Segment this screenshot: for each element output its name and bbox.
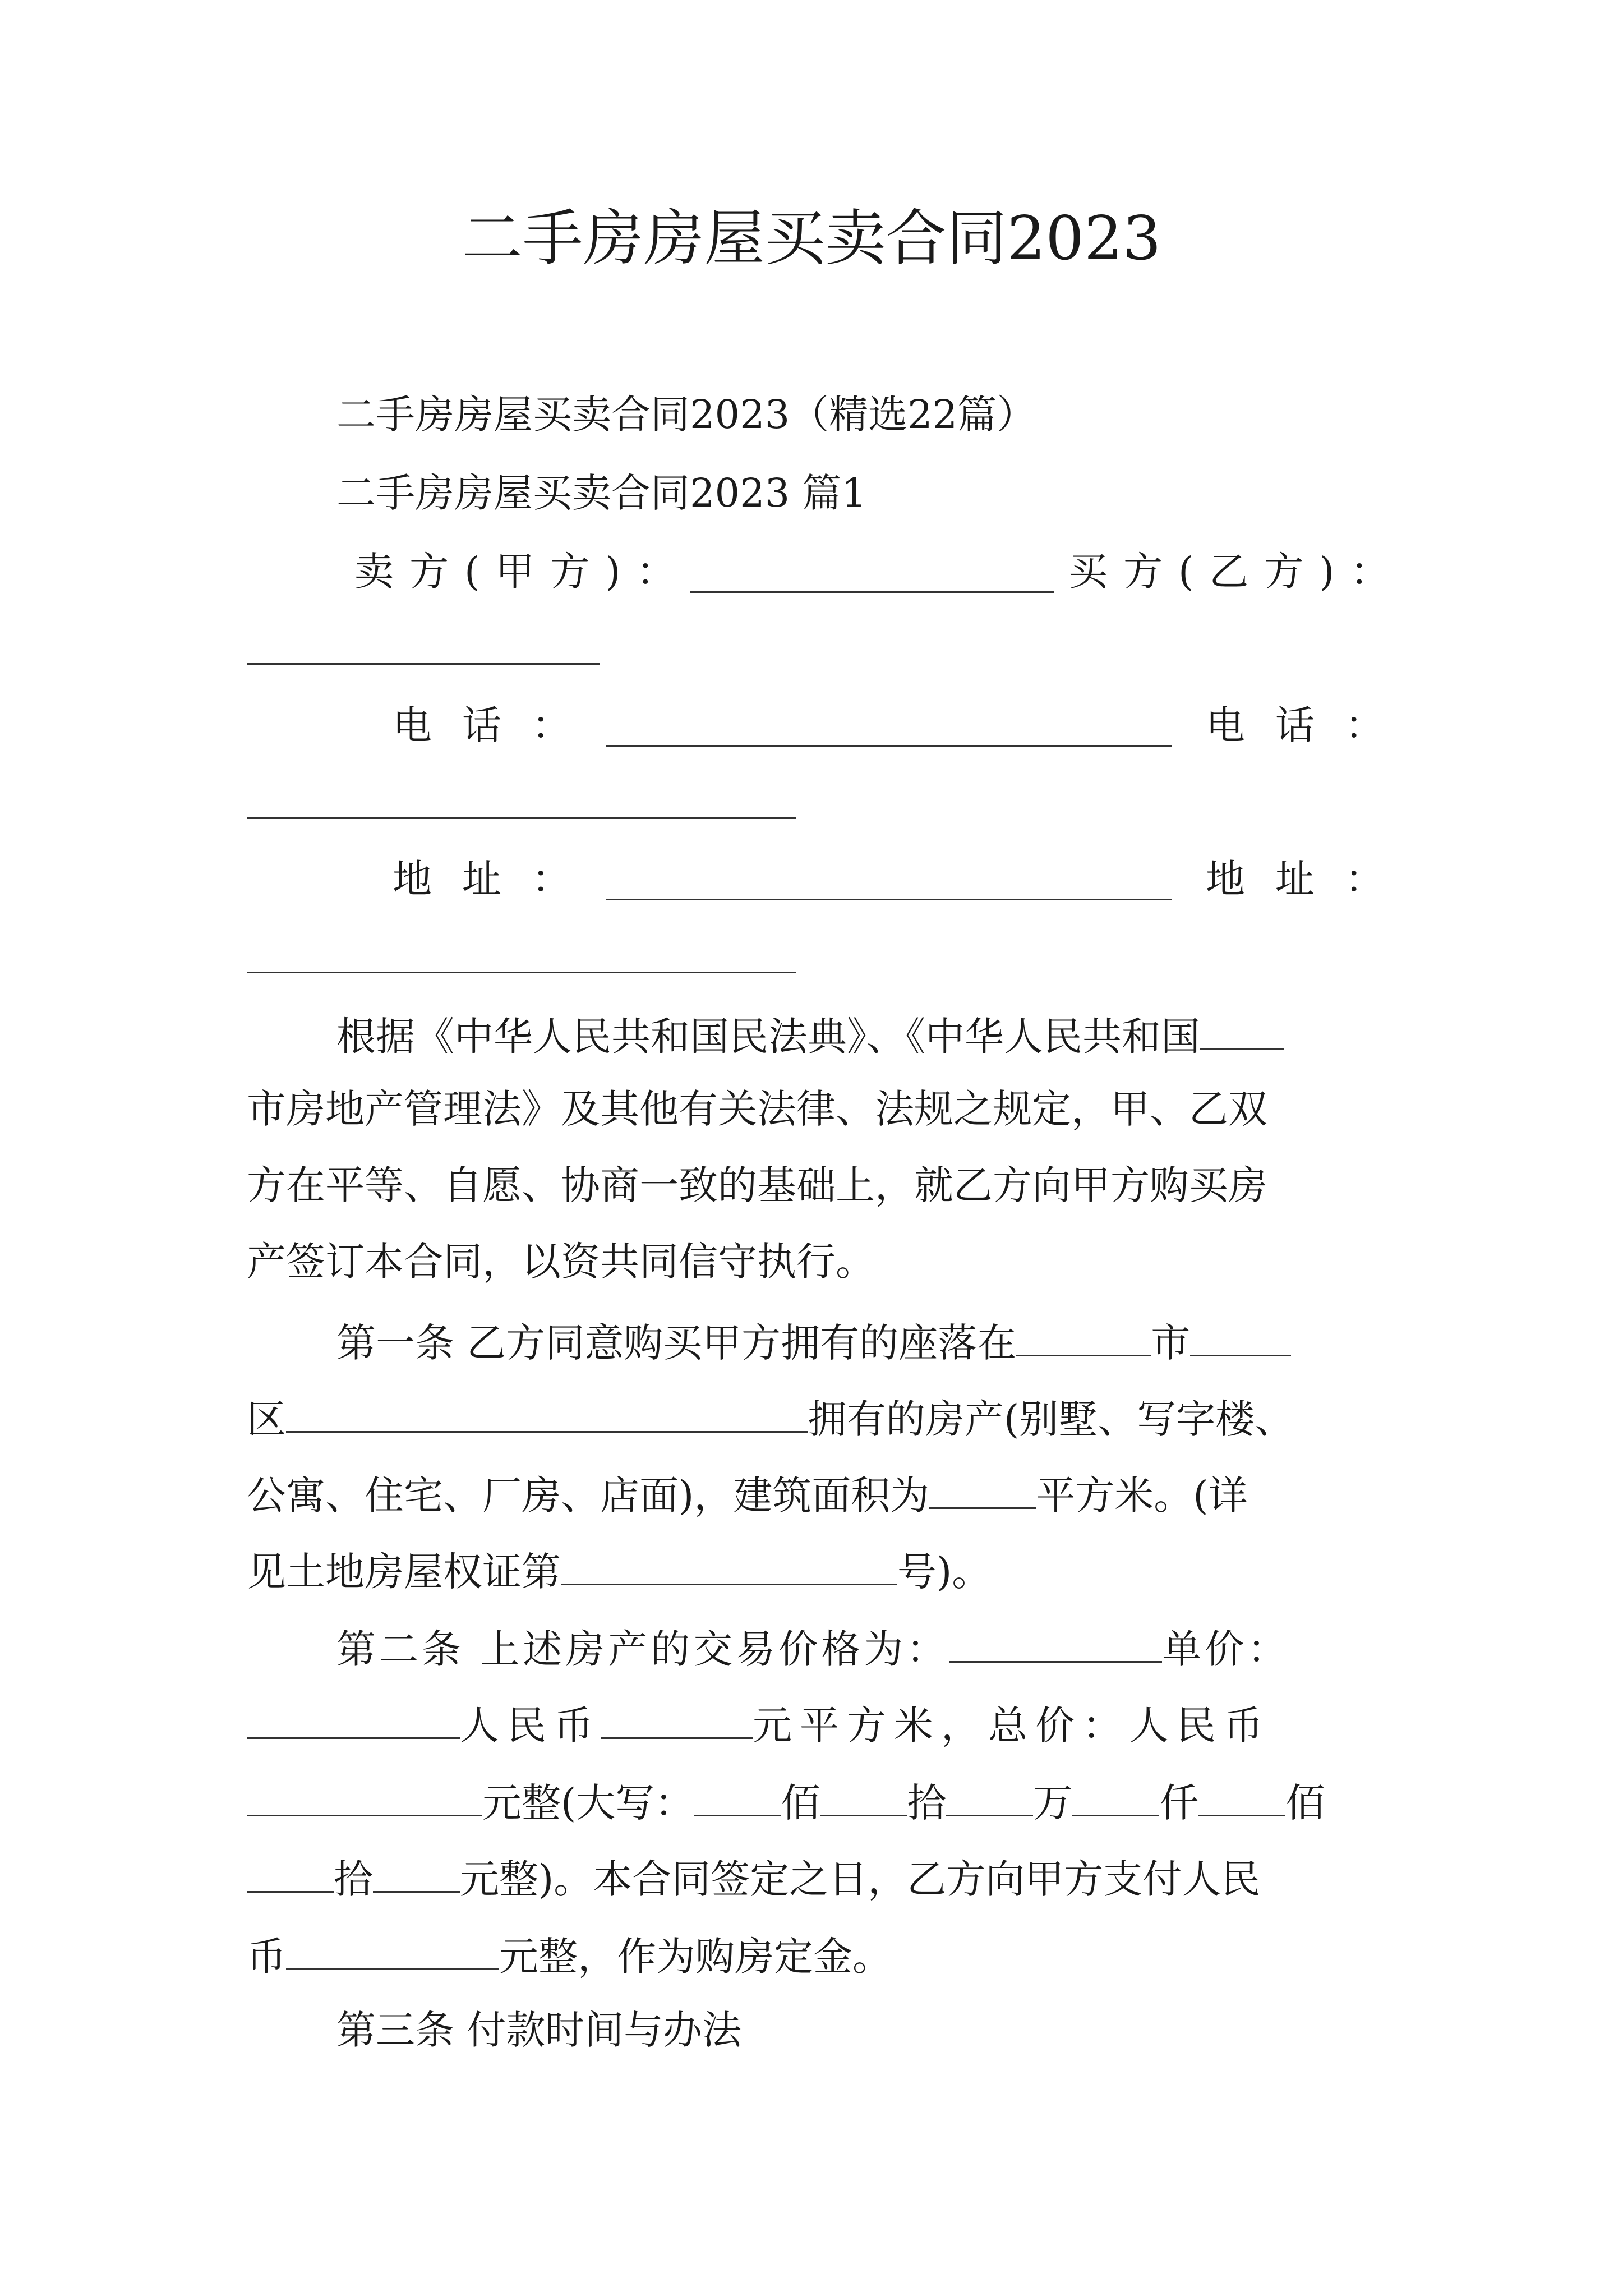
article1-line-1 (336, 1319, 1291, 1366)
article2-text-4: 元平方米，总价：人民币 (753, 1703, 1271, 1749)
article2-text-8: 万 (1033, 1780, 1073, 1826)
chapter-heading: 二手房房屋买卖合同2023 篇1 (336, 470, 866, 516)
buyer-address-blank[interactable] (247, 937, 796, 973)
article1-city: 市 (1151, 1320, 1191, 1366)
preamble-line-1 (336, 1013, 1284, 1060)
ten-thousand-blank[interactable] (946, 1779, 1033, 1816)
hundred-blank[interactable] (1198, 1779, 1285, 1816)
seller-address-label: 地址： (393, 856, 601, 902)
seller-line (354, 549, 691, 595)
ten-million-blank[interactable] (820, 1779, 907, 1816)
yuan-blank[interactable] (373, 1856, 460, 1893)
seller-label: 卖方(甲方)： (354, 549, 691, 595)
article2-text-2: 单价： (1162, 1626, 1290, 1672)
article1-text-6: 号)。 (897, 1549, 992, 1595)
article1-line-3 (247, 1472, 1248, 1519)
city-name-blank[interactable] (1016, 1319, 1151, 1356)
article2-line-1 (336, 1626, 1290, 1672)
document-title: 二手房房屋买卖合同2023 (462, 204, 1161, 274)
seller-phone-blank[interactable] (606, 710, 1172, 747)
buyer-address-line (1206, 856, 1414, 902)
article2-text-13: 币 (247, 1934, 286, 1980)
article2-line-3 (247, 1779, 1325, 1826)
article1-text-4: 平方米。(详 (1036, 1473, 1248, 1519)
article2-text-5: 元整(大写： (482, 1780, 694, 1826)
city-blank[interactable] (1200, 1013, 1284, 1050)
article2-text-14: 元整，作为购房定金。 (499, 1934, 892, 1980)
unit-price-amount-blank[interactable] (601, 1702, 753, 1739)
district-name-blank[interactable] (1190, 1319, 1291, 1356)
deposit-blank[interactable] (286, 1933, 499, 1970)
article2-text-9: 仟 (1159, 1780, 1199, 1826)
article3-heading: 第三条 付款时间与办法 (336, 2007, 742, 2053)
article1-text-3: 公寓、住宅、厂房、店面)，建筑面积为 (247, 1473, 930, 1519)
article2-line-2 (247, 1702, 1271, 1749)
article2-text-6: 佰 (781, 1780, 820, 1826)
article1-line-2 (247, 1396, 1294, 1442)
seller-phone-label: 电话： (393, 702, 601, 748)
document-subtitle: 二手房房屋买卖合同2023（精选22篇） (336, 392, 1036, 438)
buyer-blank[interactable] (247, 628, 600, 665)
article2-line-5 (247, 1933, 892, 1980)
seller-address-blank[interactable] (606, 864, 1172, 900)
buyer-address-label: 地址： (1206, 856, 1414, 902)
preamble-line-2: 市房地产管理法》及其他有关法律、法规之规定，甲、乙双 (247, 1086, 1267, 1132)
seller-phone-line (393, 702, 601, 748)
article2-text-7: 拾 (907, 1780, 947, 1826)
buyer-line (1068, 549, 1405, 595)
buyer-phone-line (1206, 702, 1414, 748)
article1-district: 区 (247, 1396, 286, 1442)
article2-text-10: 佰 (1285, 1780, 1325, 1826)
article1-line-4 (247, 1548, 992, 1595)
buyer-phone-blank[interactable] (247, 783, 796, 819)
area-blank[interactable] (929, 1472, 1036, 1509)
seller-blank[interactable] (690, 556, 1054, 593)
hundred-million-blank[interactable] (694, 1779, 781, 1816)
ten-blank[interactable] (247, 1856, 334, 1893)
total-price-blank[interactable] (247, 1779, 482, 1816)
article1-text-2: 拥有的房产(别墅、写字楼、 (808, 1396, 1294, 1442)
price-blank[interactable] (949, 1626, 1162, 1663)
unit-price-blank[interactable] (247, 1702, 460, 1739)
article2-text-3: 人民币 (460, 1703, 601, 1749)
preamble-text-1: 根据《中华人民共和国民法典》、《中华人民共和国 (336, 1014, 1200, 1060)
article2-text-12: 元整)。本合同签定之日，乙方向甲方支付人民 (460, 1856, 1261, 1902)
preamble-line-4: 产签订本合同，以资共同信守执行。 (247, 1239, 875, 1285)
buyer-label: 买方(乙方)： (1068, 549, 1405, 595)
location-blank[interactable] (286, 1396, 808, 1433)
certificate-number-blank[interactable] (561, 1548, 897, 1585)
article2-line-4 (247, 1856, 1261, 1902)
article1-text-5: 见土地房屋权证第 (247, 1549, 561, 1595)
article2-text-1: 第二条 上述房产的交易价格为： (336, 1626, 949, 1672)
buyer-phone-label: 电话： (1206, 702, 1414, 748)
seller-address-line (393, 856, 601, 902)
article2-text-11: 拾 (334, 1856, 373, 1902)
article1-text-1: 第一条 乙方同意购买甲方拥有的座落在 (336, 1320, 1017, 1366)
thousand-blank[interactable] (1072, 1779, 1159, 1816)
preamble-line-3: 方在平等、自愿、协商一致的基础上，就乙方向甲方购买房 (247, 1162, 1267, 1208)
